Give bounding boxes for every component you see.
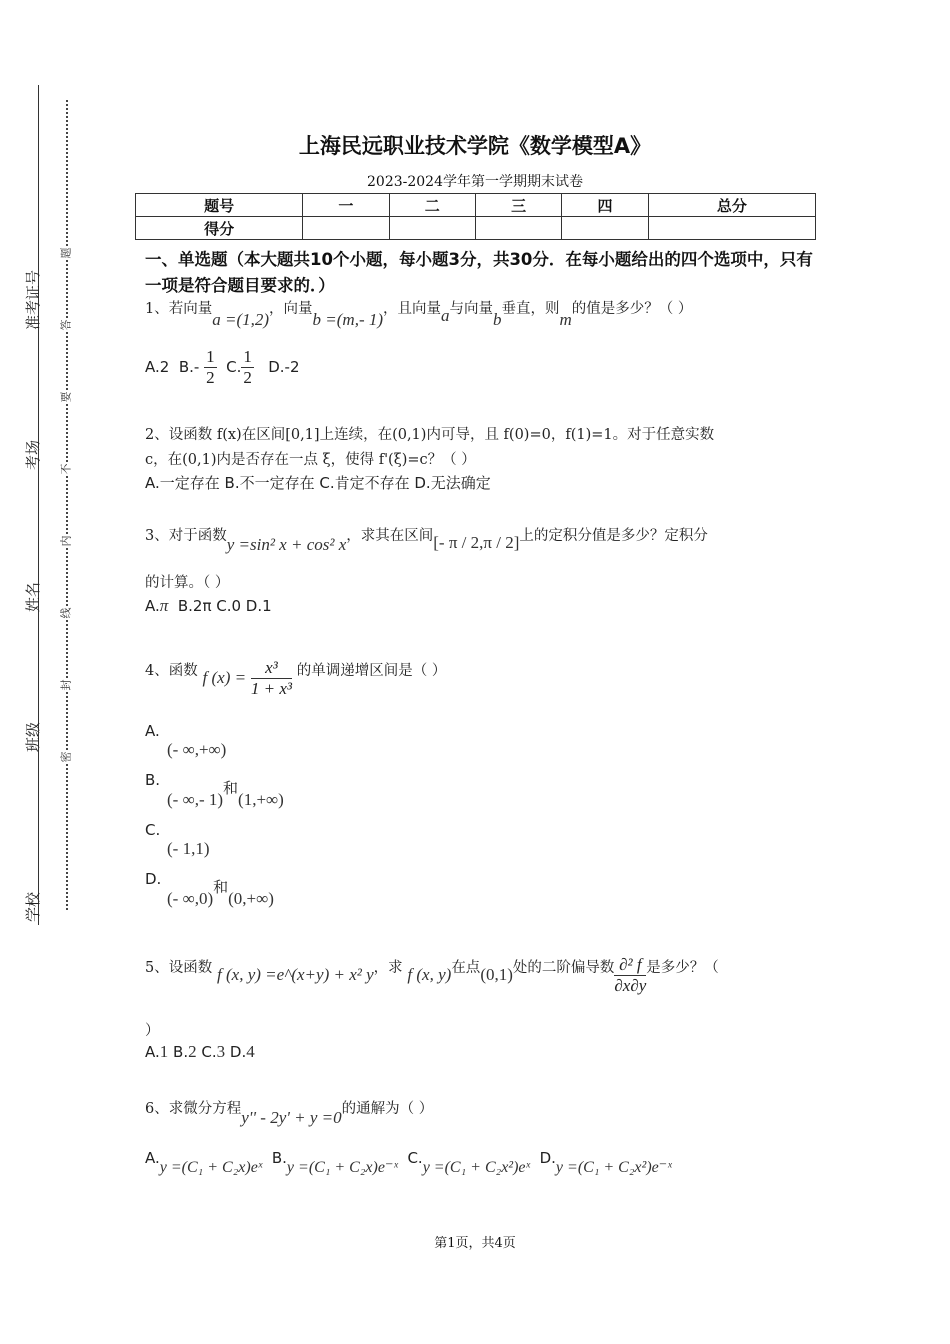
margin-solid-line	[38, 85, 39, 925]
score-row-label: 得分	[136, 217, 303, 240]
q1-option-b-label: B.-	[178, 358, 200, 376]
section-1-heading: 一、单选题（本大题共10个小题，每小题3分，共30分．在每小题给出的四个选项中，只有一项是符合题目要求的．）	[145, 250, 813, 295]
q2-line-1: 2、设函数 f(x)在区间[0,1]上连续，在(0,1)内可导，且 f(0)=0，f(1)=1。对于任意实数	[145, 427, 715, 443]
q1-option-c-fraction: $\frac{1}{2}$	[243, 347, 252, 387]
q5-math-f: f (x, y)	[407, 965, 452, 984]
seal-char-nei: 内	[57, 536, 75, 547]
q3-line-2: 的计算。（ ）	[145, 575, 230, 591]
q5-fraction: $\frac{\text{∂² f}}{\partial x\partial y}$	[614, 955, 647, 995]
q6-text-1: 6、求微分方程	[145, 1101, 242, 1117]
seal-char-feng: 封	[57, 680, 75, 691]
q6-option-d: y =(C₁ + C₂x²)e⁻ˣ	[555, 1159, 672, 1176]
q6-option-d-label: D.	[539, 1149, 556, 1167]
q1-text-5: 垂直，则	[501, 301, 560, 317]
score-cell-2[interactable]	[389, 217, 475, 240]
q4-text-2: 的单调递增区间是（ ）	[296, 663, 447, 679]
q5-math-point: (0,1)	[480, 965, 513, 984]
score-header-1: 一	[303, 194, 389, 217]
q6-options	[145, 1148, 672, 1176]
q3-math-interval: [- π / 2,π / 2]	[433, 533, 520, 552]
margin-dotted-line	[66, 100, 68, 910]
seal-char-da: 答	[57, 320, 75, 331]
q5-line-2: ）	[145, 1023, 160, 1039]
q5-text-1: 5、设函数	[145, 960, 213, 976]
exam-title: 上海民远职业技术学院《数学模型A》	[298, 134, 652, 158]
seal-char-ti: 题	[57, 248, 75, 259]
seal-char-xian: 线	[57, 608, 75, 619]
score-cell-4[interactable]	[562, 217, 648, 240]
question-3	[145, 524, 708, 554]
seal-char-bu: 不	[57, 464, 75, 475]
q4-math-lhs: f (x) =	[202, 668, 247, 687]
margin-label-school: 学校	[24, 891, 42, 922]
margin-label-class: 班级	[24, 721, 42, 752]
q3-math-function: y =sin² x + cos² x	[226, 535, 347, 554]
q4-option-b: B. (- ∞,- 1)和(1,+∞)	[145, 771, 284, 809]
q6-math-equation: y'' - 2y' + y =0	[241, 1108, 342, 1127]
q4-option-a: A. (- ∞,+∞)	[145, 722, 227, 759]
q6-option-b: y =(C₁ + C₂x)e⁻ˣ	[286, 1159, 398, 1176]
score-cell-1[interactable]	[303, 217, 389, 240]
score-table-score-row	[136, 217, 816, 240]
q1-text-6: 的值是多少？（ ）	[571, 301, 693, 317]
score-table-header-row	[136, 194, 816, 217]
q1-text-4: 与向量	[449, 301, 494, 317]
q2-line-2: c，在(0,1)内是否存在一点 ξ，使得 f'(ξ)=c？（ ）	[145, 452, 476, 468]
q3-options: A.π B.2π C.0 D.1	[145, 596, 272, 615]
q1-math-m: m	[559, 310, 572, 329]
q4-fraction: $\frac{\text{x³}}{\text{1 + x³}}$	[250, 658, 292, 698]
q1-text-1: 1、若向量	[145, 301, 213, 317]
score-header-total: 总分	[648, 194, 815, 217]
score-table	[135, 193, 816, 240]
q4-option-c: C. (- 1,1)	[145, 821, 210, 858]
q6-option-a-label: A.	[145, 1149, 160, 1167]
q1-option-a: A.2	[145, 358, 170, 376]
score-cell-3[interactable]	[475, 217, 561, 240]
score-cell-total[interactable]	[648, 217, 815, 240]
q6-option-b-label: B.	[271, 1149, 287, 1167]
q1-option-c-label: C.	[226, 358, 242, 376]
q2-options: A.一定存在 B.不一定存在 C.肯定不存在 D.无法确定	[145, 474, 491, 492]
question-5: 5、设函数 f (x, y) =e^(x+y) + x² y，求 f (x, y)在点(0,1)处的二阶偏导数 $\frac{\text{∂² f}}{\partial x\partial y}$ 是多少？（	[145, 955, 719, 995]
q1-text-3: ，且向量	[383, 301, 442, 317]
q1-options	[145, 347, 300, 388]
score-header-2: 二	[389, 194, 475, 217]
q1-option-d: D.-2	[268, 358, 300, 376]
q1-math-a: a =(1,2)	[212, 310, 270, 329]
q6-option-c: y =(C₁ + C₂x²)eˣ	[422, 1159, 531, 1176]
question-6	[145, 1097, 434, 1127]
q1-option-b-fraction: $\frac{1}{2}$	[206, 347, 215, 387]
margin-label-exam-id: 准考证号	[24, 269, 42, 330]
question-1	[145, 297, 693, 329]
margin-label-name: 姓名	[24, 581, 42, 612]
q4-option-d: D. (- ∞,0)和(0,+∞)	[145, 870, 274, 908]
exam-subtitle: 2023-2024学年第一学期期末试卷	[367, 174, 583, 190]
margin-label-exam-room: 考场	[24, 439, 42, 470]
q6-option-c-label: C.	[407, 1149, 423, 1167]
q6-text-2: 的通解为（ ）	[341, 1101, 434, 1117]
q1-text-2: ，向量	[269, 301, 313, 317]
q1-math-vec-a: a	[441, 306, 450, 325]
page-footer: 第1页，共4页	[434, 1236, 516, 1251]
q5-math-function: f (x, y) =e^(x+y) + x² y	[217, 965, 374, 984]
seal-char-mi: 密	[57, 752, 75, 763]
q3-text-2: ，求其在区间	[346, 528, 434, 544]
q1-math-vec-b: b	[493, 310, 502, 329]
q6-option-a: y =(C₁ + C₂x)eˣ	[159, 1159, 263, 1176]
q5-options: A.1 B.2 C.3 D.4	[145, 1042, 255, 1061]
question-4	[145, 658, 446, 699]
score-header-3: 三	[475, 194, 561, 217]
q1-math-b: b =(m,- 1)	[312, 310, 384, 329]
score-header-number: 题号	[136, 194, 303, 217]
seal-char-yao: 要	[57, 392, 75, 403]
q3-text-3: 上的定积分值是多少？定积分	[519, 528, 708, 544]
q3-text-1: 3、对于函数	[145, 528, 227, 544]
score-header-4: 四	[562, 194, 648, 217]
q4-text-1: 4、函数	[145, 663, 198, 679]
